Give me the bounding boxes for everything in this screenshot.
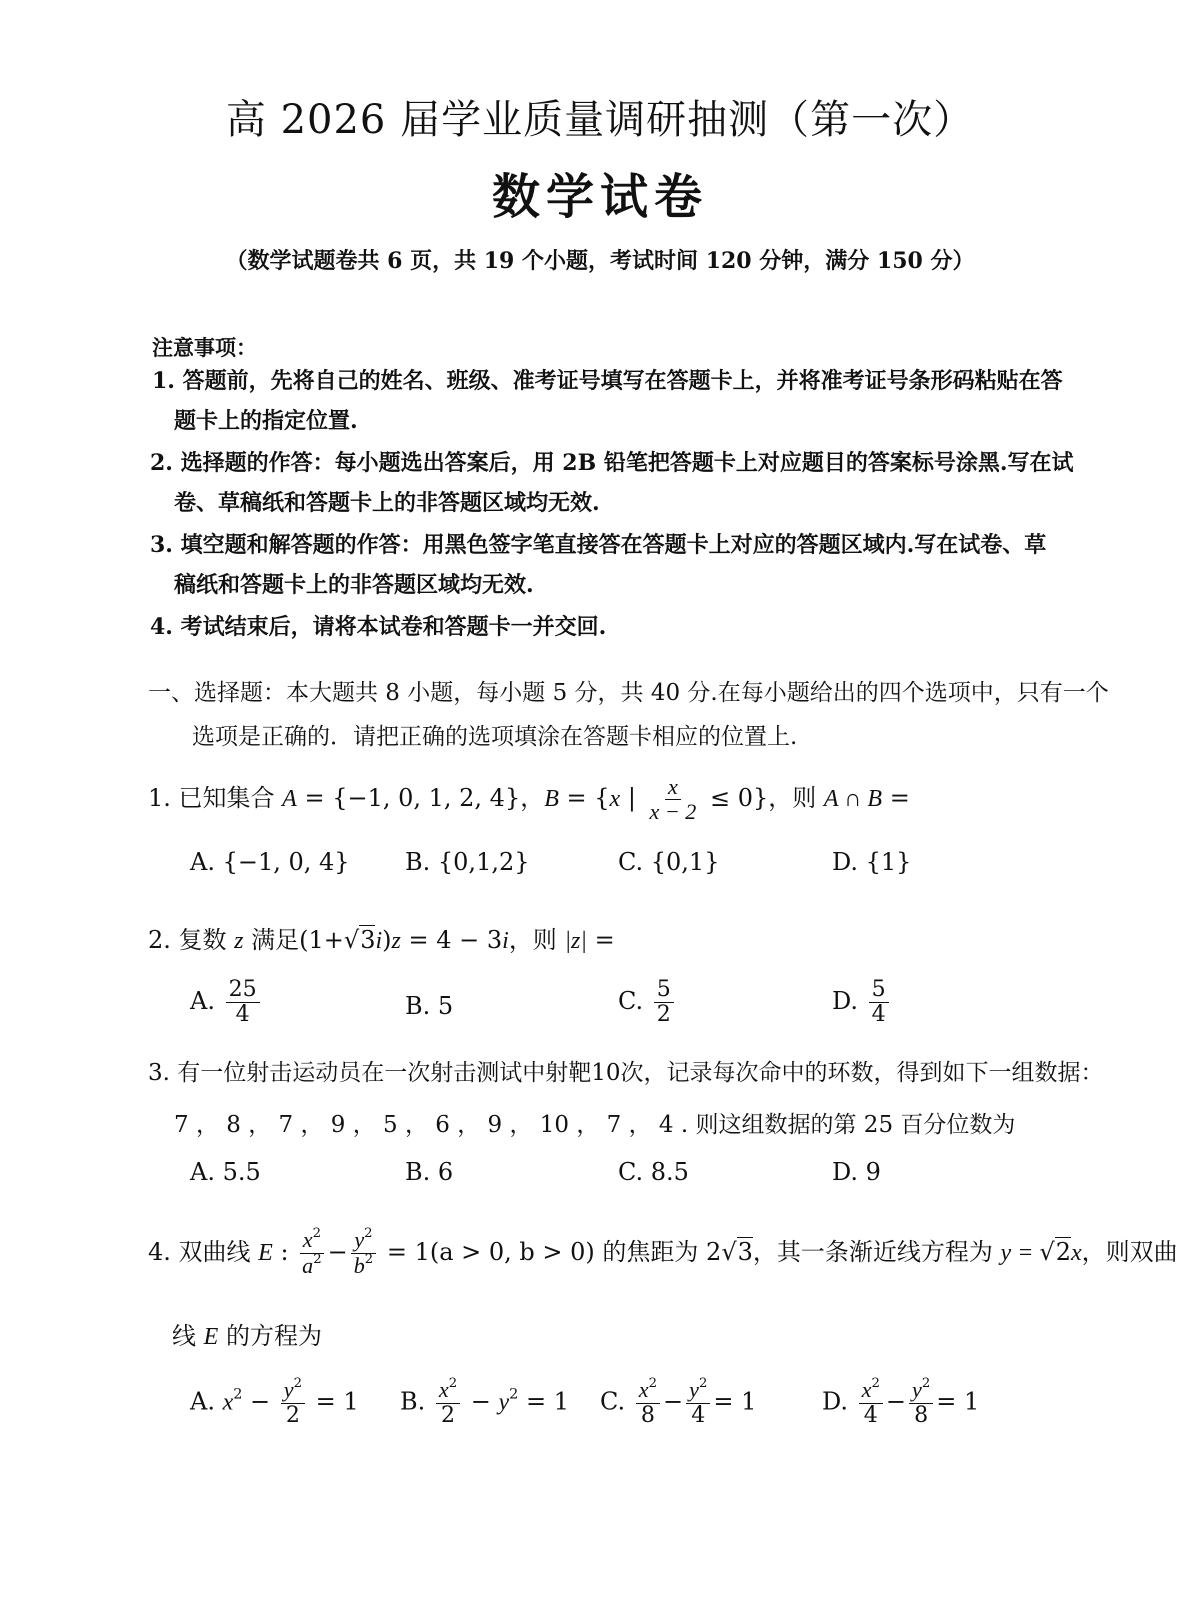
option-fraction: $\frac{y^2}{8}$	[909, 1378, 933, 1428]
option-fraction: $\frac{x^2}{8}$	[636, 1378, 660, 1428]
var-z: z	[391, 928, 401, 954]
question-3-data: 7 ， 8 ， 7 ， 9 ， 5 ， 6 ， 9 ， 10 ， 7 ， 4 . 则这组数据的第 25 百分位数为	[174, 1112, 1016, 1138]
q2-option-c[interactable]	[618, 978, 677, 1027]
set-b-close: ≤ 0}	[702, 784, 769, 812]
q4-line2-suffix: 的方程为	[218, 1322, 322, 1350]
notice-line: 1. 答题前，先将自己的姓名、班级、准考证号填写在答题卡上，并将准考证号条形码粘贴在答	[152, 368, 1063, 394]
option-label: B.	[400, 1387, 426, 1416]
q4-condition: = 1(a > 0, b > 0)	[379, 1238, 595, 1266]
option-fraction	[654, 978, 674, 1027]
imag-unit: i	[375, 928, 383, 954]
set-b-label: B	[544, 786, 559, 812]
option-label: B.	[405, 992, 431, 1020]
option-fraction: $\frac{y^2}{2}$	[281, 1378, 305, 1428]
question-4-cont	[172, 1316, 322, 1351]
q2-rhs: = 4 − 3	[400, 926, 503, 954]
option-label: D.	[832, 986, 859, 1015]
set-a-label: A	[282, 786, 297, 812]
q1-suffix: ，则	[768, 784, 824, 812]
q4-option-d[interactable]: D. $\frac{x^2}{4}$ − $\frac{y^2}{8}$ = 1	[822, 1376, 980, 1428]
option-fraction	[226, 978, 260, 1027]
hyperbola-y-term: $\frac{y^2}{b^2}$	[351, 1228, 376, 1279]
q2-option-b[interactable]	[405, 992, 453, 1020]
notice-line: 稿纸和答题卡上的非答题区域均无效.	[174, 572, 534, 598]
sqrt-radicand: 3	[360, 926, 376, 954]
var-z: z	[234, 928, 244, 954]
q4-option-c[interactable]: C. $\frac{x^2}{8}$ − $\frac{y^2}{4}$ = 1	[600, 1376, 757, 1428]
notice-line: 题卡上的指定位置.	[174, 408, 358, 434]
imag-unit: i	[502, 928, 509, 954]
hyperbola-x-term: $\frac{x^2}{a^2}$	[299, 1228, 324, 1279]
var-e: E	[203, 1324, 219, 1350]
question-1	[148, 768, 910, 829]
option-fraction: $\frac{y^2}{4}$	[686, 1378, 710, 1428]
q3-option-a[interactable]: A. 5.5	[190, 1158, 261, 1186]
q2-suffix: ，则	[508, 926, 565, 954]
option-fraction: $\frac{x^2}{4}$	[859, 1378, 883, 1428]
notice-line: 4. 考试结束后，请将本试卷和答题卡一并交回.	[150, 614, 607, 640]
q2-option-d[interactable]	[832, 978, 892, 1027]
fraction-denominator: x − 2	[649, 799, 697, 824]
q4-prefix: 4. 双曲线	[148, 1238, 259, 1266]
notice-line: 2. 选择题的作答：每小题选出答案后，用 2B 铅笔把答题卡上对应题目的答案标号涂黑.写在试	[150, 450, 1074, 476]
var-x: x	[609, 786, 621, 812]
fraction-numerator: 5	[654, 978, 674, 1003]
question-2: 2. 复数 z 满足(1+√3i)z = 4 − 3i，则 |z| =	[148, 926, 615, 954]
option-label: A.	[190, 1387, 215, 1416]
q4-option-b[interactable]: B. $\frac{x^2}{2}$ − $y^2 = 1$	[400, 1376, 569, 1428]
q2-close: )	[382, 926, 392, 954]
q2-open: (1+	[299, 926, 344, 954]
option-label: C.	[618, 986, 644, 1015]
var-x: x	[1070, 1240, 1082, 1266]
section-heading-cont: 选项是正确的．请把正确的选项填涂在答题卡相应的位置上.	[192, 724, 798, 750]
notice-line: 3. 填空题和解答题的作答：用黑色签字笔直接答在答题卡上对应的答题区域内.写在试卷、草	[150, 532, 1047, 558]
var-e: E	[258, 1240, 273, 1266]
q1-option-a[interactable]: A. {−1, 0, 4}	[190, 848, 350, 876]
fraction-denominator: 4	[235, 1001, 250, 1027]
modulus-expr: |z|	[564, 928, 587, 954]
q4-suffix: ，则双曲	[1081, 1238, 1178, 1266]
fraction-denominator: 4	[871, 1001, 886, 1027]
notice-line: 卷、草稿纸和答题卡上的非答题区域均无效.	[174, 490, 600, 516]
q2-eq: =	[587, 926, 615, 954]
option-label: C.	[600, 1387, 626, 1416]
question-3: 3. 有一位射击运动员在一次射击测试中射靶10次，记录每次命中的环数，得到如下一组数据：	[148, 1060, 1104, 1086]
set-a-value: = {−1, 0, 1, 2, 4}，	[296, 784, 545, 812]
q2-mid: 满足	[243, 926, 300, 954]
q3-option-b[interactable]: B. 6	[405, 1158, 454, 1186]
question-4: 4. 双曲线 E : $\frac{x^2}{a^2}$ − $\frac{y^2}{b^2}$ = 1(a > 0, b > 0) 的焦距为 2√3，其一条渐近线方程为 y = √2x，则双曲	[148, 1226, 1178, 1278]
option-fraction	[869, 978, 889, 1027]
asymptote-lhs: y =	[1000, 1240, 1040, 1266]
q4-colon: :	[272, 1238, 297, 1266]
q1-option-d[interactable]: D. {1}	[832, 848, 912, 876]
q1-option-c[interactable]: C. {0,1}	[618, 848, 720, 876]
exam-title: 高 2026 届学业质量调研抽测（第一次）	[225, 97, 975, 143]
exam-subtitle: 数学试卷	[491, 169, 708, 225]
set-b-open: = {	[558, 784, 610, 812]
fraction-numerator: x	[665, 775, 681, 800]
q3-option-d[interactable]: D. 9	[832, 1158, 881, 1186]
set-bar: |	[620, 784, 644, 812]
fraction-numerator: 25	[226, 978, 260, 1003]
q1-eq: =	[882, 784, 910, 812]
q1-option-b[interactable]: B. {0,1,2}	[405, 848, 530, 876]
option-label: D.	[822, 1387, 849, 1416]
q3-option-c[interactable]: C. 8.5	[618, 1158, 689, 1186]
section-heading: 一、选择题：本大题共 8 小题，每小题 5 分，共 40 分.在每小题给出的四个选项中，只有一个	[148, 680, 1109, 706]
intersection-expr: A ∩ B	[823, 786, 883, 812]
fraction-numerator: 5	[869, 978, 889, 1003]
q4-mid2: ，其一条渐近线方程为	[752, 1238, 1001, 1266]
q4-line2-prefix: 线	[172, 1322, 204, 1350]
sqrt-radicand: 3	[737, 1238, 753, 1266]
exam-info: （数学试题卷共 6 页，共 19 个小题，考试时间 120 分钟，满分 150 分）	[225, 248, 975, 274]
q4-option-a[interactable]: A. $x^2$ − $\frac{y^2}{2}$ = 1	[190, 1376, 359, 1428]
option-label: A.	[190, 986, 215, 1015]
q1-fraction	[647, 775, 700, 824]
option-text: 5	[437, 992, 454, 1020]
q4-mid: 的焦距为 2	[594, 1238, 722, 1266]
option-fraction: $\frac{x^2}{2}$	[436, 1378, 460, 1428]
q1-prefix: 1. 已知集合	[148, 784, 283, 812]
sqrt-radicand: 2	[1055, 1238, 1071, 1266]
q2-prefix: 2. 复数	[148, 926, 235, 954]
fraction-denominator: 2	[656, 1001, 671, 1027]
q2-option-a[interactable]	[190, 978, 263, 1027]
notice-heading: 注意事项：	[152, 335, 257, 360]
